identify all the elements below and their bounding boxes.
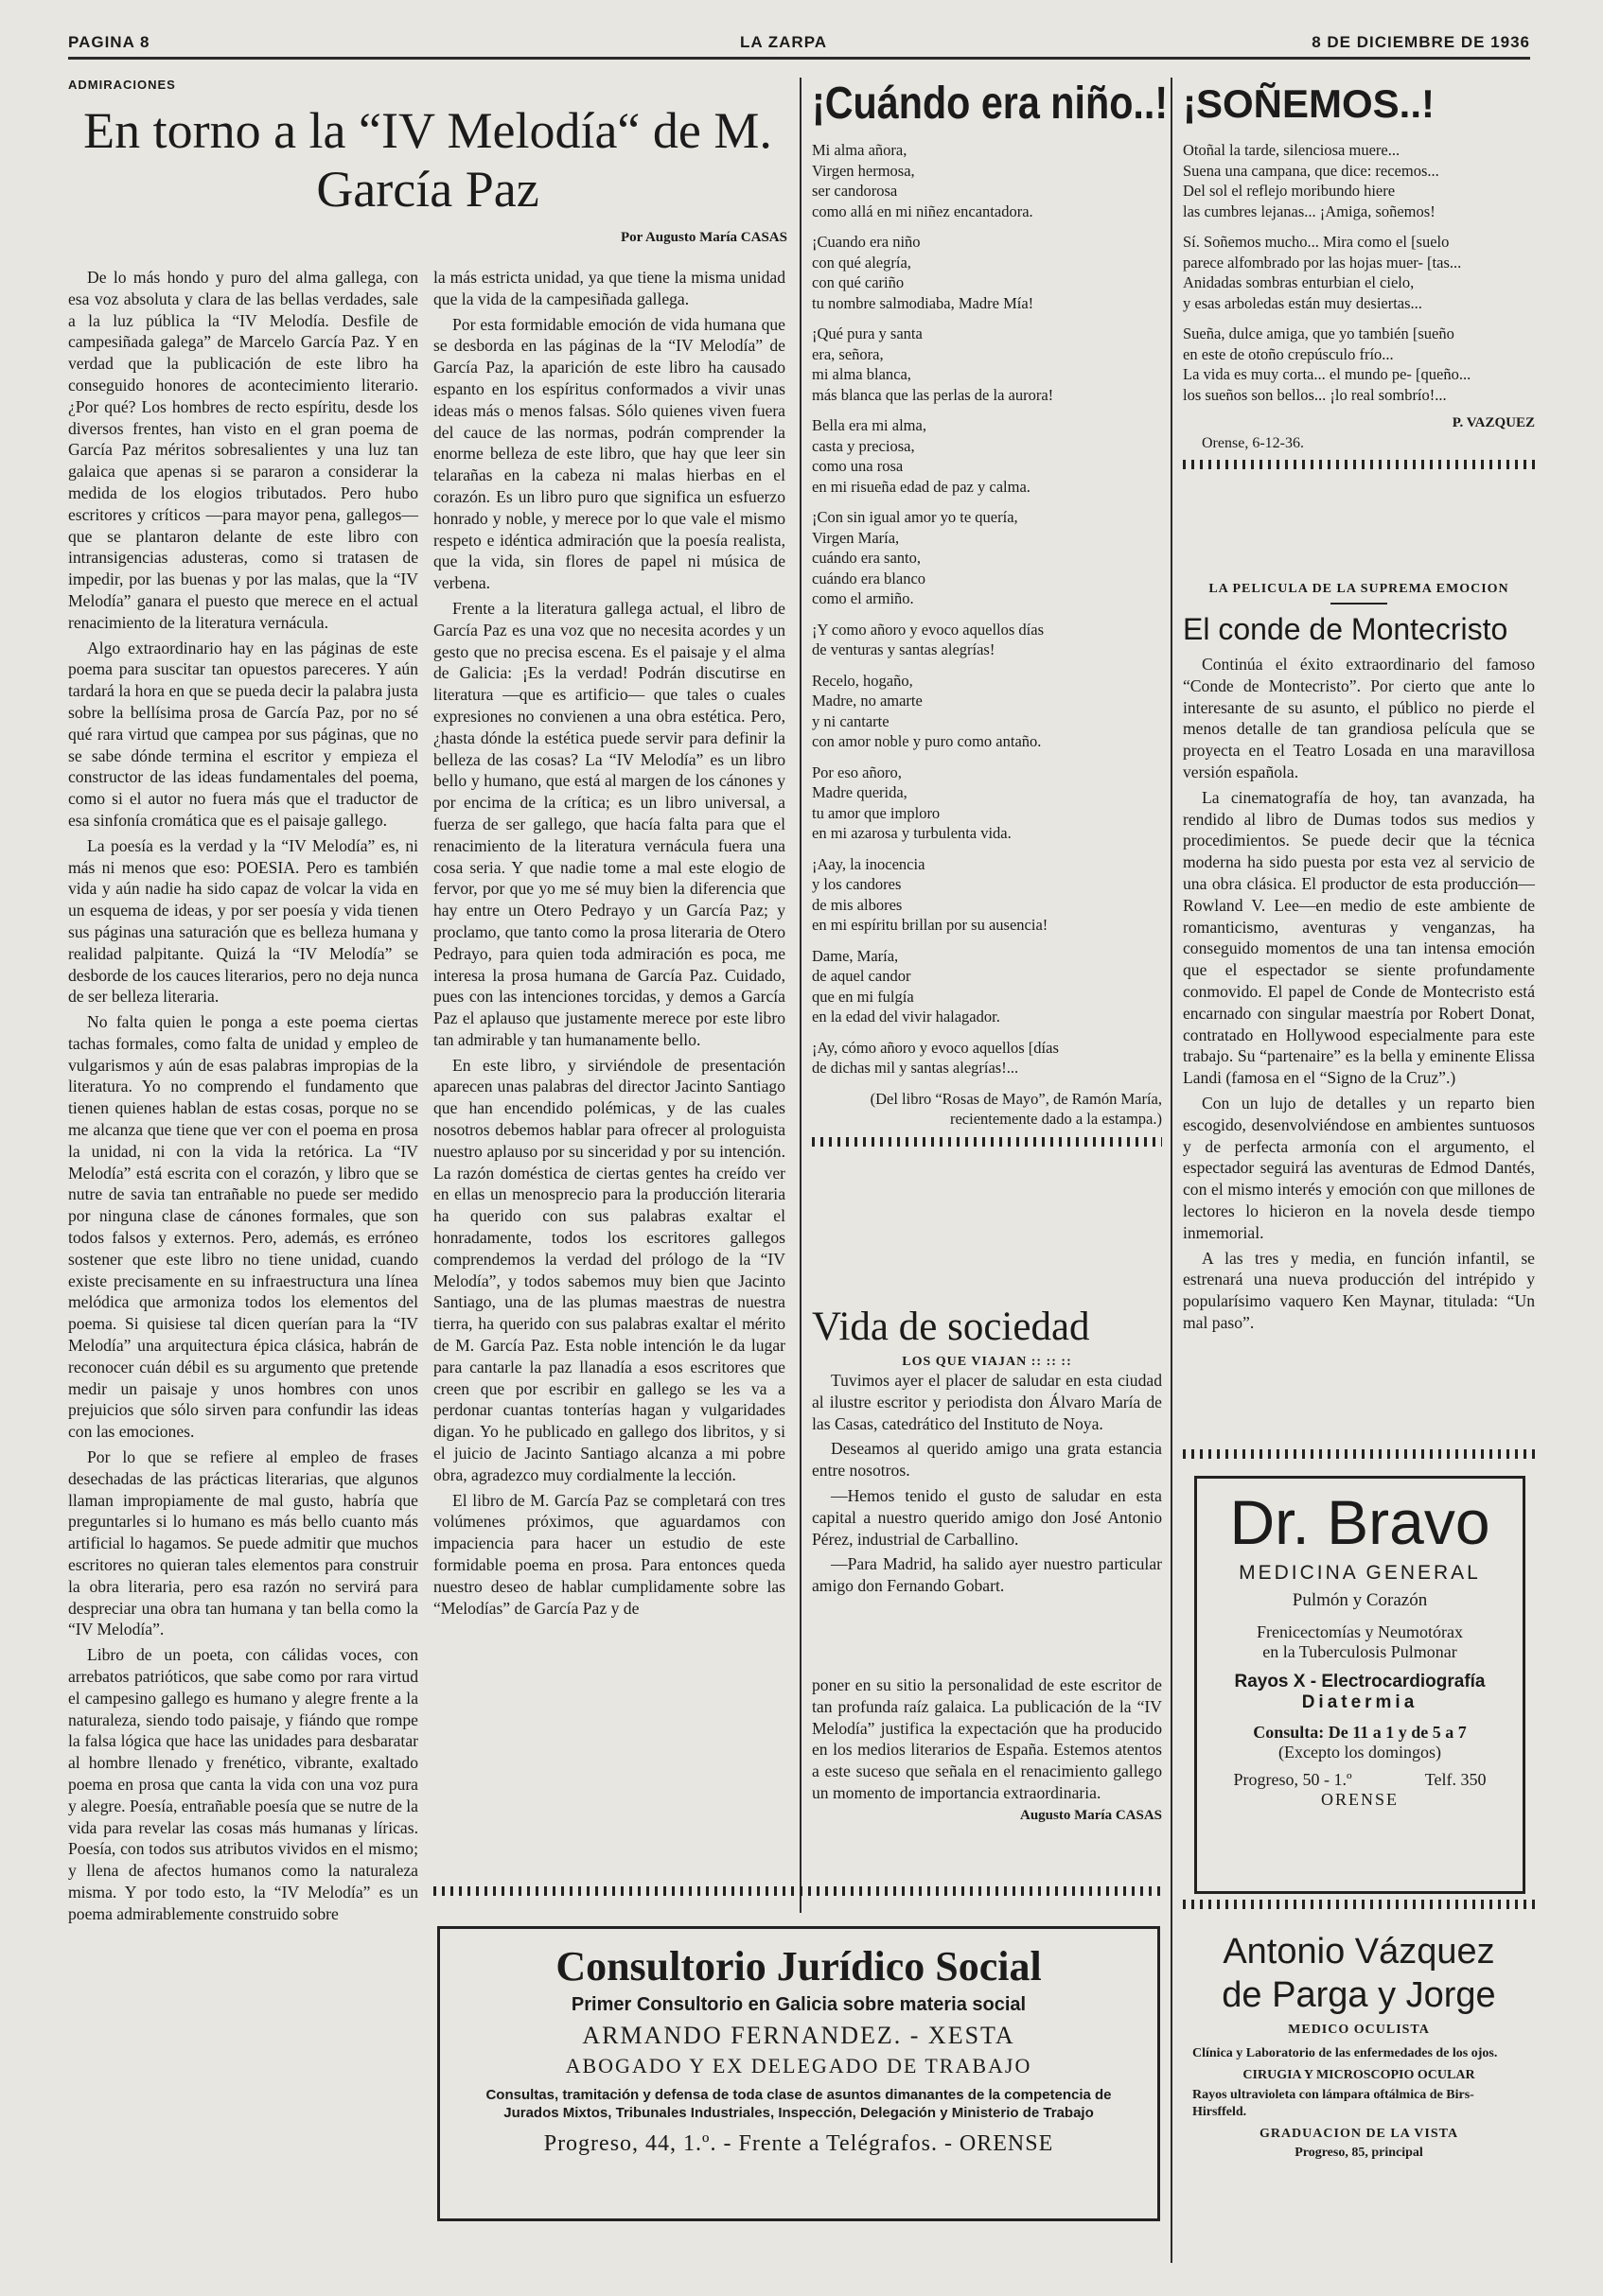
poem-verse: ¡Ay, cómo añoro y evoco aquellos [días	[812, 1038, 1059, 1057]
poem-stanza	[812, 1038, 1162, 1078]
poem-verse: Bella era mi alma,	[812, 416, 926, 434]
ad-line: Frenicectomías y Neumotórax	[1257, 1622, 1463, 1641]
ad-role: MEDICO OCULISTA	[1288, 2023, 1430, 2037]
ad-organs: Pulmón y Corazón	[1292, 1590, 1428, 1610]
poem-verse: parece alfombrado por las hojas muer- [tas...	[1183, 253, 1462, 272]
poem-verse: Otoñal la tarde, silenciosa muere...	[1183, 141, 1400, 159]
ad-city: ORENSE	[1320, 1790, 1399, 1809]
poem-verse: Suena una campana, que dice: recemos...	[1183, 161, 1439, 180]
divider	[1330, 603, 1387, 605]
dotted-divider	[1183, 460, 1535, 469]
poem-verse: La vida es muy corta... el mundo pe- [queño...	[1183, 365, 1471, 383]
ad-address: Progreso, 85, principal	[1295, 2146, 1423, 2160]
poem-verse: Anidadas sombras enturbian el cielo,	[1183, 273, 1415, 291]
poem-verse: cuándo era blanco	[812, 569, 926, 587]
poem-verse: Del sol el reflejo moribundo hiere	[1183, 182, 1396, 200]
society-subtitle: LOS QUE VIAJAN :: :: ::	[902, 1355, 1072, 1369]
article-column-3-tail	[812, 1674, 1162, 1892]
poem-verse: Madre querida,	[812, 783, 907, 801]
dotted-divider	[1183, 1900, 1535, 1909]
ad-services: Consultas, tramitación y defensa de toda clase de asuntos dimanantes de la competencia de Jurados Mixtos, Tribunales Industriales, Inspección, Delegación y Ministerio de Trabajo	[485, 2087, 1112, 2121]
poem-stanza	[812, 671, 1162, 752]
poem-verse: Sí. Soñemos mucho... Mira como el [suelo	[1183, 233, 1450, 251]
article-column-2	[433, 267, 785, 1875]
poem-cuando-era-nino	[812, 78, 1169, 1287]
paragraph: Por lo que se refiere al empleo de frases desechadas de las prácticas literarias, que algunos llaman impropiamente de mal gusto, habría que preguntarles si lo humano es más bello cuanto más artificial lo hagamos. Se puede admitir que muchos escritores no quieran tales elementos para construir la obra literaria, pero esa razón no servirá para despreciar una obra tan humana y tan bella como la “IV Melodía”.	[68, 1447, 418, 1639]
paragraph: No falta quien le ponga a este poema ciertas tachas formales, como falta de unidad y empleo de vulgarismos y aún de esas palabras impropias de la literatura. Yo no comprendo el fundamento que tienen quienes hablan de estas cosas, porque no se me alcanza que tiene que ver con el poema en prosa la unidad, ni con la vida la retórica. La “IV Melodía” está escrita con el corazón, y libro que se nutre de savia tan entrañable no puede ser medido por ninguna clase de cánones formales, que son todos falsos y externos. Pero, además, es erróneo sostener que este libro no tiene unidad, cuando existe precisamente en su infraestructura una línea melódica que armoniza todos los elementos del poema. Si quisiese tal dicen querían para la “IV Melodía” una arquitectura épica clásica, habrán de reconocer cuán débil es su argumento que pretende medir un paisaje y unos hombres con unos prejuicios que sólo sirven para confundir las ideas con las emociones.	[68, 1012, 418, 1442]
poem-verse: y los candores	[812, 875, 902, 893]
paragraph: Por esta formidable emoción de vida humana que se desborda en las páginas de la “IV Melodía” de García Paz, la aparición de este libro ha causado espanto en los espíritus conformados a vivir unas ideas más o menos falsas. Sólo quienes viven fuera del cauce de las normas, podrán comprender la enorme belleza de este libro, que hay que leer sin telarañas en la cabeza ni malas hierbas en el corazón. Es un libro puro que significa un esfuerzo honrado y noble, y merece por lo que vale el mismo respeto e idéntica admiración que la poesía realista, que la vida, sin flores de papel ni música de verbena.	[433, 314, 785, 593]
poem-verse: Sueña, dulce amiga, que yo también [sueño	[1183, 324, 1454, 342]
poem-verse: que en mi fulgía	[812, 987, 914, 1006]
page-number: PAGINA 8	[68, 33, 150, 51]
ad-line: en la Tuberculosis Pulmonar	[1262, 1642, 1457, 1661]
ad-title: Consultorio Jurídico Social	[555, 1943, 1042, 1989]
poem-verse: de venturas y santas alegrías!	[812, 640, 995, 658]
poem-sonemos	[1183, 78, 1535, 570]
poem-verse: Mi alma añora,	[812, 141, 907, 159]
paragraph: poner en su sitio la personalidad de este escritor de tan profunda raíz galaica. La publicación de la “IV Melodía” justifica la expectación que ha producido en los medios literarios de España. Estemos atentos a este suceso que señala en el renacimiento gallego un momento de importancia extraordinaria.	[812, 1675, 1162, 1802]
poem-stanza	[1183, 232, 1535, 313]
page-header	[68, 28, 1530, 60]
poem-verse: tu nombre salmodiaba, Madre Mía!	[812, 293, 1034, 312]
paragraph: —Para Madrid, ha salido ayer nuestro particular amigo don Fernando Gobart.	[812, 1554, 1162, 1596]
poem-stanza	[812, 854, 1162, 936]
paragraph: Deseamos al querido amigo una grata estancia entre nosotros.	[812, 1439, 1162, 1481]
poem-title: ¡Cuándo era niño..!	[812, 79, 1169, 129]
poem-verse: casta y preciosa,	[812, 436, 915, 455]
column-rule	[800, 78, 802, 1913]
poem-title: ¡SOÑEMOS..!	[1183, 81, 1436, 126]
paragraph: Frente a la literatura gallega actual, el libro de García Paz es una voz que no necesita acordes y un gesto que no precisa escena. Es el paisaje y el alma de Galicia: ¡Es la verdad! Podrán discutirse en literatura —que es artificio— que tales o cuales expresiones no convienen a una obra estética. Pero, ¿hasta dónde la estética puede servir para definir la belleza de las cosas? La “IV Melodía” es un libro bello y humano, que está al margen de los cánones y por encima de la crítica; es un libro universal, a fuerza de ser gallego, que hacía falta para que el renacimiento de la literatura vernácula fuera una cosa seria. Y que nadie tome a mal este elogio de fervor, por que yo me sé muy bien la diferencia que hay entre un Otero Pedrayo y un García Paz; y proclamo, que tanto como la prosa literaria de Otero Pedrayo, para quien toda admiración es poca, me interesa la prosa humana de García Paz. Cuidado, pues con las intenciones torcidas, y demos a García Paz el aplauso que justamente merece por este libro tan admirable y tan humanamente bello.	[433, 598, 785, 1049]
ad-dr-bravo	[1194, 1476, 1525, 1894]
poem-stanza	[1183, 140, 1535, 221]
poem-stanza	[812, 507, 1162, 609]
ad-line: GRADUACION DE LA VISTA	[1259, 2127, 1459, 2141]
newspaper-name: LA ZARPA	[740, 33, 828, 51]
poem-verse: cuándo era santo,	[812, 549, 921, 567]
poem-verse: Por eso añoro,	[812, 762, 902, 781]
poem-verse: ser candorosa	[812, 182, 898, 200]
paragraph: la más estricta unidad, ya que tiene la misma unidad que la vida de la campesiñada gallega.	[433, 268, 785, 308]
poem-verse: tu amor que imploro	[812, 803, 941, 822]
article-signature: Augusto María CASAS	[1019, 1807, 1162, 1823]
poem-signature: P. VAZQUEZ	[1452, 415, 1535, 430]
poem-verse: ¡Qué pura y santa	[812, 324, 923, 342]
poem-stanza	[812, 232, 1162, 313]
poem-verse: mi alma blanca,	[812, 365, 911, 383]
poem-stanza	[812, 946, 1162, 1027]
poem-verse: ¡Aay, la inocencia	[812, 854, 925, 873]
ad-line: Diatermia	[1301, 1692, 1418, 1712]
ad-line: Rayos X - Electrocardiografía	[1234, 1672, 1486, 1691]
article-kicker: ADMIRACIONES	[68, 78, 176, 92]
ad-doctor-name: Antonio Vázquez	[1223, 1932, 1495, 1972]
poem-verse: con qué alegría,	[812, 253, 911, 272]
society-title: Vida de sociedad	[812, 1305, 1090, 1349]
paragraph: A las tres y media, en función infantil, se estrenará una nueva producción del intrépido y popularísimo vaquero Ken Maynar, titulada: “Un mal paso”.	[1183, 1248, 1535, 1332]
poem-body	[1183, 140, 1535, 405]
paragraph: La cinematografía de hoy, tan avanzada, ha rendido al libro de Dumas todos sus medios y procedimientos. Se puede decir que la técnica moderna ha sido puesta por esta vez al servicio de una obra clásica. El productor de esta producción—Rowland V. Lee—en medio de este ambiente de romanticismo, aventuras y venganzas, ha conseguido momentos de una tan intensa emoción que el espectador se siente profundamente conmovido. El papel de Conde de Montecristo está encarnado con singular maestría por Robert Donat, contratado en Hollywood especialmente para este trabajo. Su “partenaire” es la bella y eminente Elissa Landi (famosa en el “Signo de la Cruz”.)	[1183, 787, 1535, 1088]
poem-stanza	[812, 324, 1162, 405]
ad-line: Rayos ultravioleta con lámpara oftálmica de Birs-Hirsffeld.	[1192, 2088, 1474, 2119]
dotted-divider	[433, 1886, 1162, 1896]
ad-oculista	[1183, 1930, 1535, 2261]
poem-verse: más blanca que las perlas de la aurora!	[812, 385, 1054, 404]
paragraph: Con un lujo de detalles y un reparto bien escogido, desenvolviéndose en ambientes suntuosos y de perfecta armonía con el argumento, el espectador seguirá las aventuras de Edmod Dantés, con el mismo interés y emoción con que millones de lectores lo hicieron en la novela desde tiempo inmemorial.	[1183, 1093, 1535, 1242]
ad-hours: Consulta: De 11 a 1 y de 5 a 7	[1253, 1723, 1467, 1742]
poem-verse: en mi risueña edad de paz y calma.	[812, 477, 1030, 496]
poem-verse: como el armiño.	[812, 589, 914, 607]
ad-specialty: MEDICINA GENERAL	[1239, 1562, 1481, 1584]
poem-source-note: (Del libro “Rosas de Mayo”, de Ramón María, recientemente dado a la estampa.)	[870, 1089, 1162, 1128]
poem-verse: en mi azarosa y turbulenta vida.	[812, 824, 1012, 842]
poem-date-place: Orense, 6-12-36.	[1202, 435, 1304, 451]
poem-verse: ¡Y como añoro y evoco aquellos días	[812, 620, 1044, 639]
article-title: En torno a la “IV Melodía“ de M. García Paz	[83, 102, 772, 218]
poem-verse: en mi espíritu brillan por su ausencia!	[812, 916, 1048, 934]
poem-verse: con amor noble y puro como antaño.	[812, 732, 1042, 750]
poem-stanza	[812, 620, 1162, 660]
poem-stanza	[812, 140, 1162, 221]
poem-verse: Dame, María,	[812, 946, 899, 965]
poem-body	[812, 140, 1162, 1078]
ad-subtitle: Primer Consultorio en Galicia sobre materia social	[571, 1994, 1027, 2015]
ad-phone: Telf. 350	[1424, 1770, 1487, 1789]
ad-address: Progreso, 44, 1.º. - Frente a Telégrafos. - ORENSE	[543, 2131, 1054, 2156]
poem-verse: Madre, no amarte	[812, 692, 923, 710]
poem-verse: de aquel candor	[812, 967, 911, 985]
ad-doctor-name: Dr. Bravo	[1229, 1487, 1490, 1557]
film-kicker: LA PELICULA DE LA SUPREMA EMOCION	[1208, 582, 1509, 596]
poem-verse: Virgen hermosa,	[812, 161, 915, 180]
poem-stanza	[1183, 324, 1535, 405]
poem-verse: ¡Con sin igual amor yo te quería,	[812, 508, 1018, 526]
article-heading	[68, 78, 787, 267]
poem-verse: Virgen María,	[812, 528, 900, 547]
film-section	[1183, 582, 1535, 1443]
ad-line: Clínica y Laboratorio de las enfermedades de los ojos.	[1192, 2046, 1498, 2060]
ad-address: Progreso, 50 - 1.º	[1233, 1770, 1352, 1789]
film-title: El conde de Montecristo	[1183, 612, 1508, 646]
poem-verse: en este de otoño crepúsculo frío...	[1183, 344, 1394, 363]
poem-stanza	[812, 762, 1162, 844]
poem-verse: y ni cantarte	[812, 711, 890, 730]
paragraph: Libro de un poeta, con cálidas voces, con arrebatos patrióticos, que sabe como por rara virtud el campesino gallego es humano y alegre frente a la naturaleza, siendo todo paisaje, y fiándo que rompe la falsa lógica que hace las unidades para desbaratar al hombre llenado y frenético, vibrante, exaltado poema en prosa que canta la vida con una voz pura y alegre. Poesía, entrañable poesía que se nutre de la vida para revelar las cosas más humanas y líricas. Poesía, con todos sus atributos vividos en el mismo; y llena de afectos humanos como la naturaleza misma. Y por todo esto, la “IV Melodía” es un poema admirablemente construido sobre	[68, 1645, 418, 1923]
poem-verse: con qué cariño	[812, 273, 905, 291]
paragraph: —Hemos tenido el gusto de saludar en esta capital a nuestro querido amigo don José Antonio Pérez, industrial de Carballino.	[812, 1485, 1162, 1549]
paragraph: El libro de M. García Paz se completará con tres volúmenes próximos, que aguardamos con impaciencia para hacer un estudio de este formidable poema en prosa. Para entonces queda nuestro deseo de hablar cumplidamente sobre las “Melodías” de García Paz y de	[433, 1490, 785, 1618]
ad-doctor-name: de Parga y Jorge	[1222, 1975, 1496, 2015]
poem-verse: en la edad del vivir halagador.	[812, 1008, 1000, 1025]
paragraph: La poesía es la verdad y la “IV Melodía” es, ni más ni menos que eso: POESIA. Pero es también vida y aún nadie ha sido capaz de volcar la vida en un esquema de ideas, y por ser poesía y vida tienen sus páginas una saturación que es belleza humana y realidad palpitante. Quizá la “IV Melodía” se desborde de los cauces literarios, pero no deja nunca de ser belleza literaria.	[68, 835, 418, 1007]
dotted-divider	[1183, 1449, 1535, 1459]
society-section	[812, 1298, 1162, 1596]
issue-date: 8 DE DICIEMBRE DE 1936	[1312, 33, 1530, 51]
poem-verse: los sueños son bellos... ¡lo real sombrío!...	[1183, 385, 1447, 404]
ad-lawyer-role: ABOGADO Y EX DELEGADO DE TRABAJO	[565, 2054, 1032, 2077]
dotted-divider	[812, 1137, 1162, 1147]
article-column-1	[68, 267, 418, 2263]
article-byline: Por Augusto María CASAS	[621, 230, 787, 245]
poem-verse: de mis albores	[812, 895, 903, 914]
poem-verse: y esas arboledas están muy desiertas...	[1183, 293, 1422, 312]
paragraph: De lo más hondo y puro del alma gallega, con esa voz absoluta y clara de las bellas verdades, sale a la luz pública la “IV Melodía. Desfile de campesiñada galega” de Marcelo García Paz. Y en verdad que la publicación de este libro ha conseguido honores de acontecimiento literario. ¿Por qué? Los hombres de recto espíritu, desde los diversos frentes, han visto en el gran poema de García Paz méritos sobresalientes y una luz tan galaica que apenas si se pararon a considerar la medida de los elogios tributados. Pero hubo escritores y críticos —para mayor pena, gallegos— que se plantaron delante de este libro con intransigencias adusteras, como si tratasen de impedir, por las buenas y por las malas, que la “IV Melodía” ganara el puesto que merece en el actual renacimiento de la literatura vernácula.	[68, 268, 418, 632]
poem-verse: Recelo, hogaño,	[812, 671, 913, 690]
ad-except: (Excepto los domingos)	[1278, 1743, 1441, 1761]
ad-line: CIRUGIA Y MICROSCOPIO OCULAR	[1242, 2068, 1475, 2082]
poem-stanza	[812, 415, 1162, 497]
poem-verse: ¡Cuando era niño	[812, 233, 921, 251]
poem-verse: como una rosa	[812, 457, 904, 475]
paragraph: Continúa el éxito extraordinario del famoso “Conde de Montecristo”. Por cierto que ante lo interesante de su asunto, el público no pierde el menos detalle de tan grandiosa película que se proyecta en el Teatro Losada en una maravillosa versión española.	[1183, 655, 1535, 781]
poem-verse: era, señora,	[812, 344, 884, 363]
poem-verse: las cumbres lejanas... ¡Amiga, soñemos!	[1183, 202, 1436, 220]
ad-consultorio-juridico	[437, 1926, 1160, 2221]
poem-verse: de dichas mil y santas alegrías!...	[812, 1059, 1019, 1077]
ad-contact-row	[1197, 1770, 1523, 1790]
paragraph: En este libro, y sirviéndole de presentación aparecen unas palabras del director Jacinto Santiago que han encendido polémicas, y de las cuales nosotros debemos hablar para ofrecer al prologuista nuestro aplauso por su sinceridad y por su intención. La razón doméstica de ciertas gentes ha creído ver en ellas un menosprecio para la producción literaria ha querido con sus palabras exaltar el honradamente, todos los escritores gallegos comprendemos la verdad del prólogo de la “IV Melodía”, y todos sabemos muy bien que Jacinto Santiago, una de las plumas maestras de nuestra tierra, ha querido con sus palabras exaltar el mérito de M. García Paz. Esta noble intención le da lugar para cantarle la paz llanadía a esos escritores que creen que por escribir en gallego se les va a perdonar cuantas tonterías hagan y vulgaridades digan. Yo he publicado en gallego dos libritos, y si el juicio de Jacinto Santiago alcanza a mi pobre obra, agradezco muy cordialmente la lección.	[433, 1055, 785, 1484]
poem-verse: como allá en mi niñez encantadora.	[812, 202, 1033, 220]
ad-lawyer-name: ARMANDO FERNANDEZ. - XESTA	[582, 2022, 1015, 2049]
column-rule	[1171, 78, 1172, 2263]
paragraph: Algo extraordinario hay en las páginas de este poema para suscitar tan opuestos pareceres. Y aún tardará la hora en que se pueda decir la palabra justa sobre la bellísima prosa de García Paz, por no sé qué rara virtud que campea por sus páginas, que no se sabe dónde termina el escritor y empieza el constructor de las ideas fundamentales del poema, como si el autor no fuera más que el traductor de esa sinfonía cromática que es el paisaje gallego.	[68, 638, 418, 830]
paragraph: Tuvimos ayer el placer de saludar en esta ciudad al ilustre escritor y periodista don Álvaro María de las Casas, catedrático del Instituto de Noya.	[812, 1371, 1162, 1433]
